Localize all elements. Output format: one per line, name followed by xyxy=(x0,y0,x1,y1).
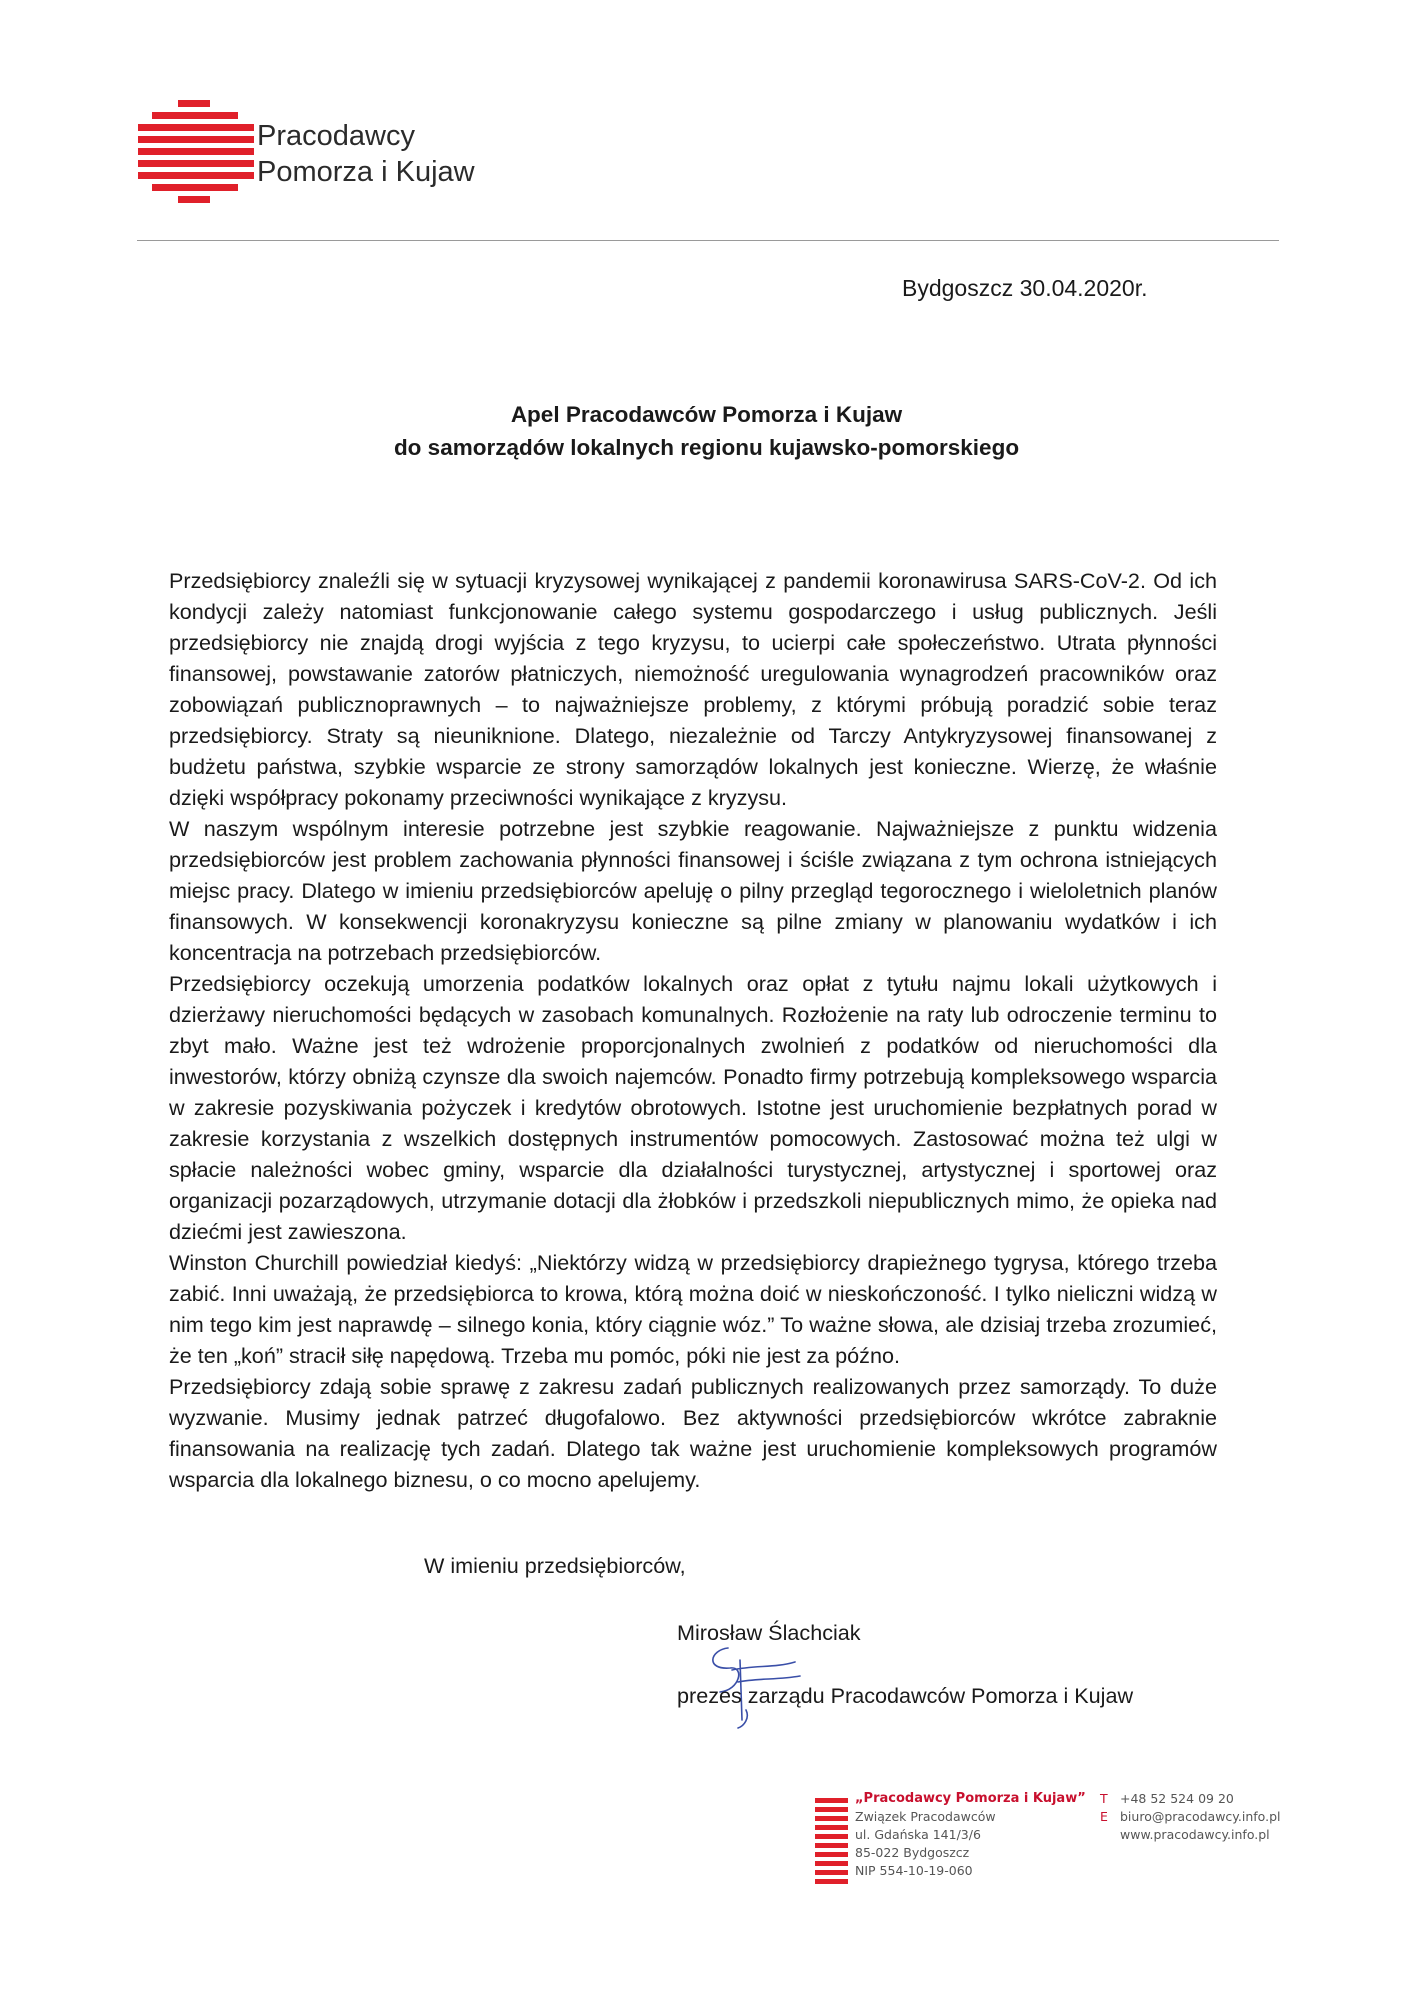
footer-phone-label: T xyxy=(1100,1791,1108,1806)
footer-street: ul. Gdańska 141/3/6 xyxy=(855,1827,981,1842)
paragraph-4: Winston Churchill powiedział kiedyś: „Niektórzy widzą w przedsiębiorcy drapieżnego tygrysa, którego trzeba zabić. Inni uważają, że przedsiębiorca to krowa, którą można doić w nieskończoność. I tylko nieliczni widzą w nim tego kim jest naprawdę – silnego konia, który ciągnie wóz.” To ważne słowa, ale dzisiaj trzeba zrozumieć, że ten „koń” stracił siłę napędową. Trzeba mu pomóc, póki nie jest za późno. xyxy=(169,1250,1217,1368)
footer-address xyxy=(855,1790,1086,1880)
footer-org-type: Związek Pracodawców xyxy=(855,1809,996,1824)
paragraph-3: Przedsiębiorcy oczekują umorzenia podatków lokalnych oraz opłat z tytułu najmu lokali użytkowych i dzierżawy nieruchomości będących w zasobach komunalnych. Rozłożenie na raty lub odroczenie terminu to zbyt mało. Ważne jest też wdrożenie proporcjonalnych zwolnień z podatków od nieruchomości dla inwestorów, którzy obniżą czynsze dla swoich najemców. Ponadto firmy potrzebują kompleksowego wsparcia w zakresie pozyskiwania pożyczek i kredytów obrotowych. Istotne jest uruchomienie bezpłatnych porad w zakresie korzystania z wszelkich dostępnych instrumentów pomocowych. Zastosować można też ulgi w spłacie należności wobec gminy, wsparcie dla działalności turystycznej, artystycznej i sportowej oraz organizacji pozarządowych, utrzymanie dotacji dla żłobków i przedszkoli niepublicznych mimo, że opieka nad dziećmi jest zawieszona. xyxy=(169,971,1217,1244)
letter-date: Bydgoszcz 30.04.2020r. xyxy=(902,275,1148,301)
closing-salutation: W imieniu przedsiębiorców, xyxy=(424,1553,686,1578)
logo-line-1: Pracodawcy xyxy=(257,120,415,152)
paragraph-2: W naszym wspólnym interesie potrzebne jest szybkie reagowanie. Najważniejsze z punktu widzenia przedsiębiorców jest problem zachowania płynności finansowej i ściśle związana z tym ochrona istniejących miejsc pracy. Dlatego w imieniu przedsiębiorców apeluję o pilny przegląd tegorocznego i wieloletnich planów finansowych. W konsekwencji koronakryzysu konieczne są pilne zmiany w planowaniu wydatków i ich koncentracja na potrzebach przedsiębiorców. xyxy=(169,816,1217,965)
footer-email-label: E xyxy=(1100,1809,1108,1824)
footer-phone-row xyxy=(1100,1790,1280,1808)
footer-www-row xyxy=(1100,1826,1280,1844)
paragraph-1: Przedsiębiorcy znaleźli się w sytuacji kryzysowej wynikającej z pandemii koronawirusa SARS-CoV-2. Od ich kondycji zależy natomiast funkcjonowanie całego systemu gospodarczego i usług publicznych. Jeśli przedsiębiorcy nie znajdą drogi wyjścia z tego kryzysu, to ucierpi całe społeczeństwo. Utrata płynności finansowej, powstawanie zatorów płatniczych, niemożność uregulowania wynagrodzeń pracowników oraz zobowiązań publicznoprawnych – to najważniejsze problemy, z którymi próbują poradzić sobie teraz przedsiębiorcy. Straty są nieuniknione. Dlatego, niezależnie od Tarczy Antykryzysowej finansowanej z budżetu państwa, szybkie wsparcie ze strony samorządów lokalnych jest konieczne. Wierzę, że właśnie dzięki współpracy pokonamy przeciwności wynikające z kryzysu. xyxy=(169,568,1217,810)
footer-email-row xyxy=(1100,1808,1280,1826)
letter-subtitle: do samorządów lokalnych regionu kujawsko-pomorskiego xyxy=(393,435,1020,460)
logo-line-2: Pomorza i Kujaw xyxy=(257,156,475,188)
paragraph-5: Przedsiębiorcy zdają sobie sprawę z zakresu zadań publicznych realizowanych przez samorządy. To duże wyzwanie. Musimy jednak patrzeć długofalowo. Bez aktywności przedsiębiorców wkrótce zabraknie finansowania na realizację tych zadań. Dlatego tak ważne jest uruchomienie kompleksowych programów wsparcia dla lokalnego biznesu, o co mocno apelujemy. xyxy=(169,1374,1217,1492)
footer-nip: NIP 554-10-19-060 xyxy=(855,1863,973,1878)
footer-website: www.pracodawcy.info.pl xyxy=(1120,1827,1270,1842)
organization-name xyxy=(257,118,475,190)
signatory-role: prezes zarządu Pracodawców Pomorza i Kujaw xyxy=(677,1683,1134,1708)
footer-city: 85-022 Bydgoszcz xyxy=(855,1845,970,1860)
footer-org-name: „Pracodawcy Pomorza i Kujaw” xyxy=(855,1791,1086,1806)
signatory-name: Mirosław Ślachciak xyxy=(677,1620,861,1645)
footer-email: biuro@pracodawcy.info.pl xyxy=(1120,1809,1281,1824)
footer-phone: +48 52 524 09 20 xyxy=(1120,1791,1234,1806)
organization-logo-icon xyxy=(138,100,254,208)
letter-body xyxy=(169,565,1217,1495)
footer-logo-bars-icon xyxy=(815,1794,848,1888)
letter-title: Apel Pracodawców Pomorza i Kujaw xyxy=(510,402,903,427)
footer-contact xyxy=(1100,1790,1280,1844)
header-divider xyxy=(137,240,1279,241)
